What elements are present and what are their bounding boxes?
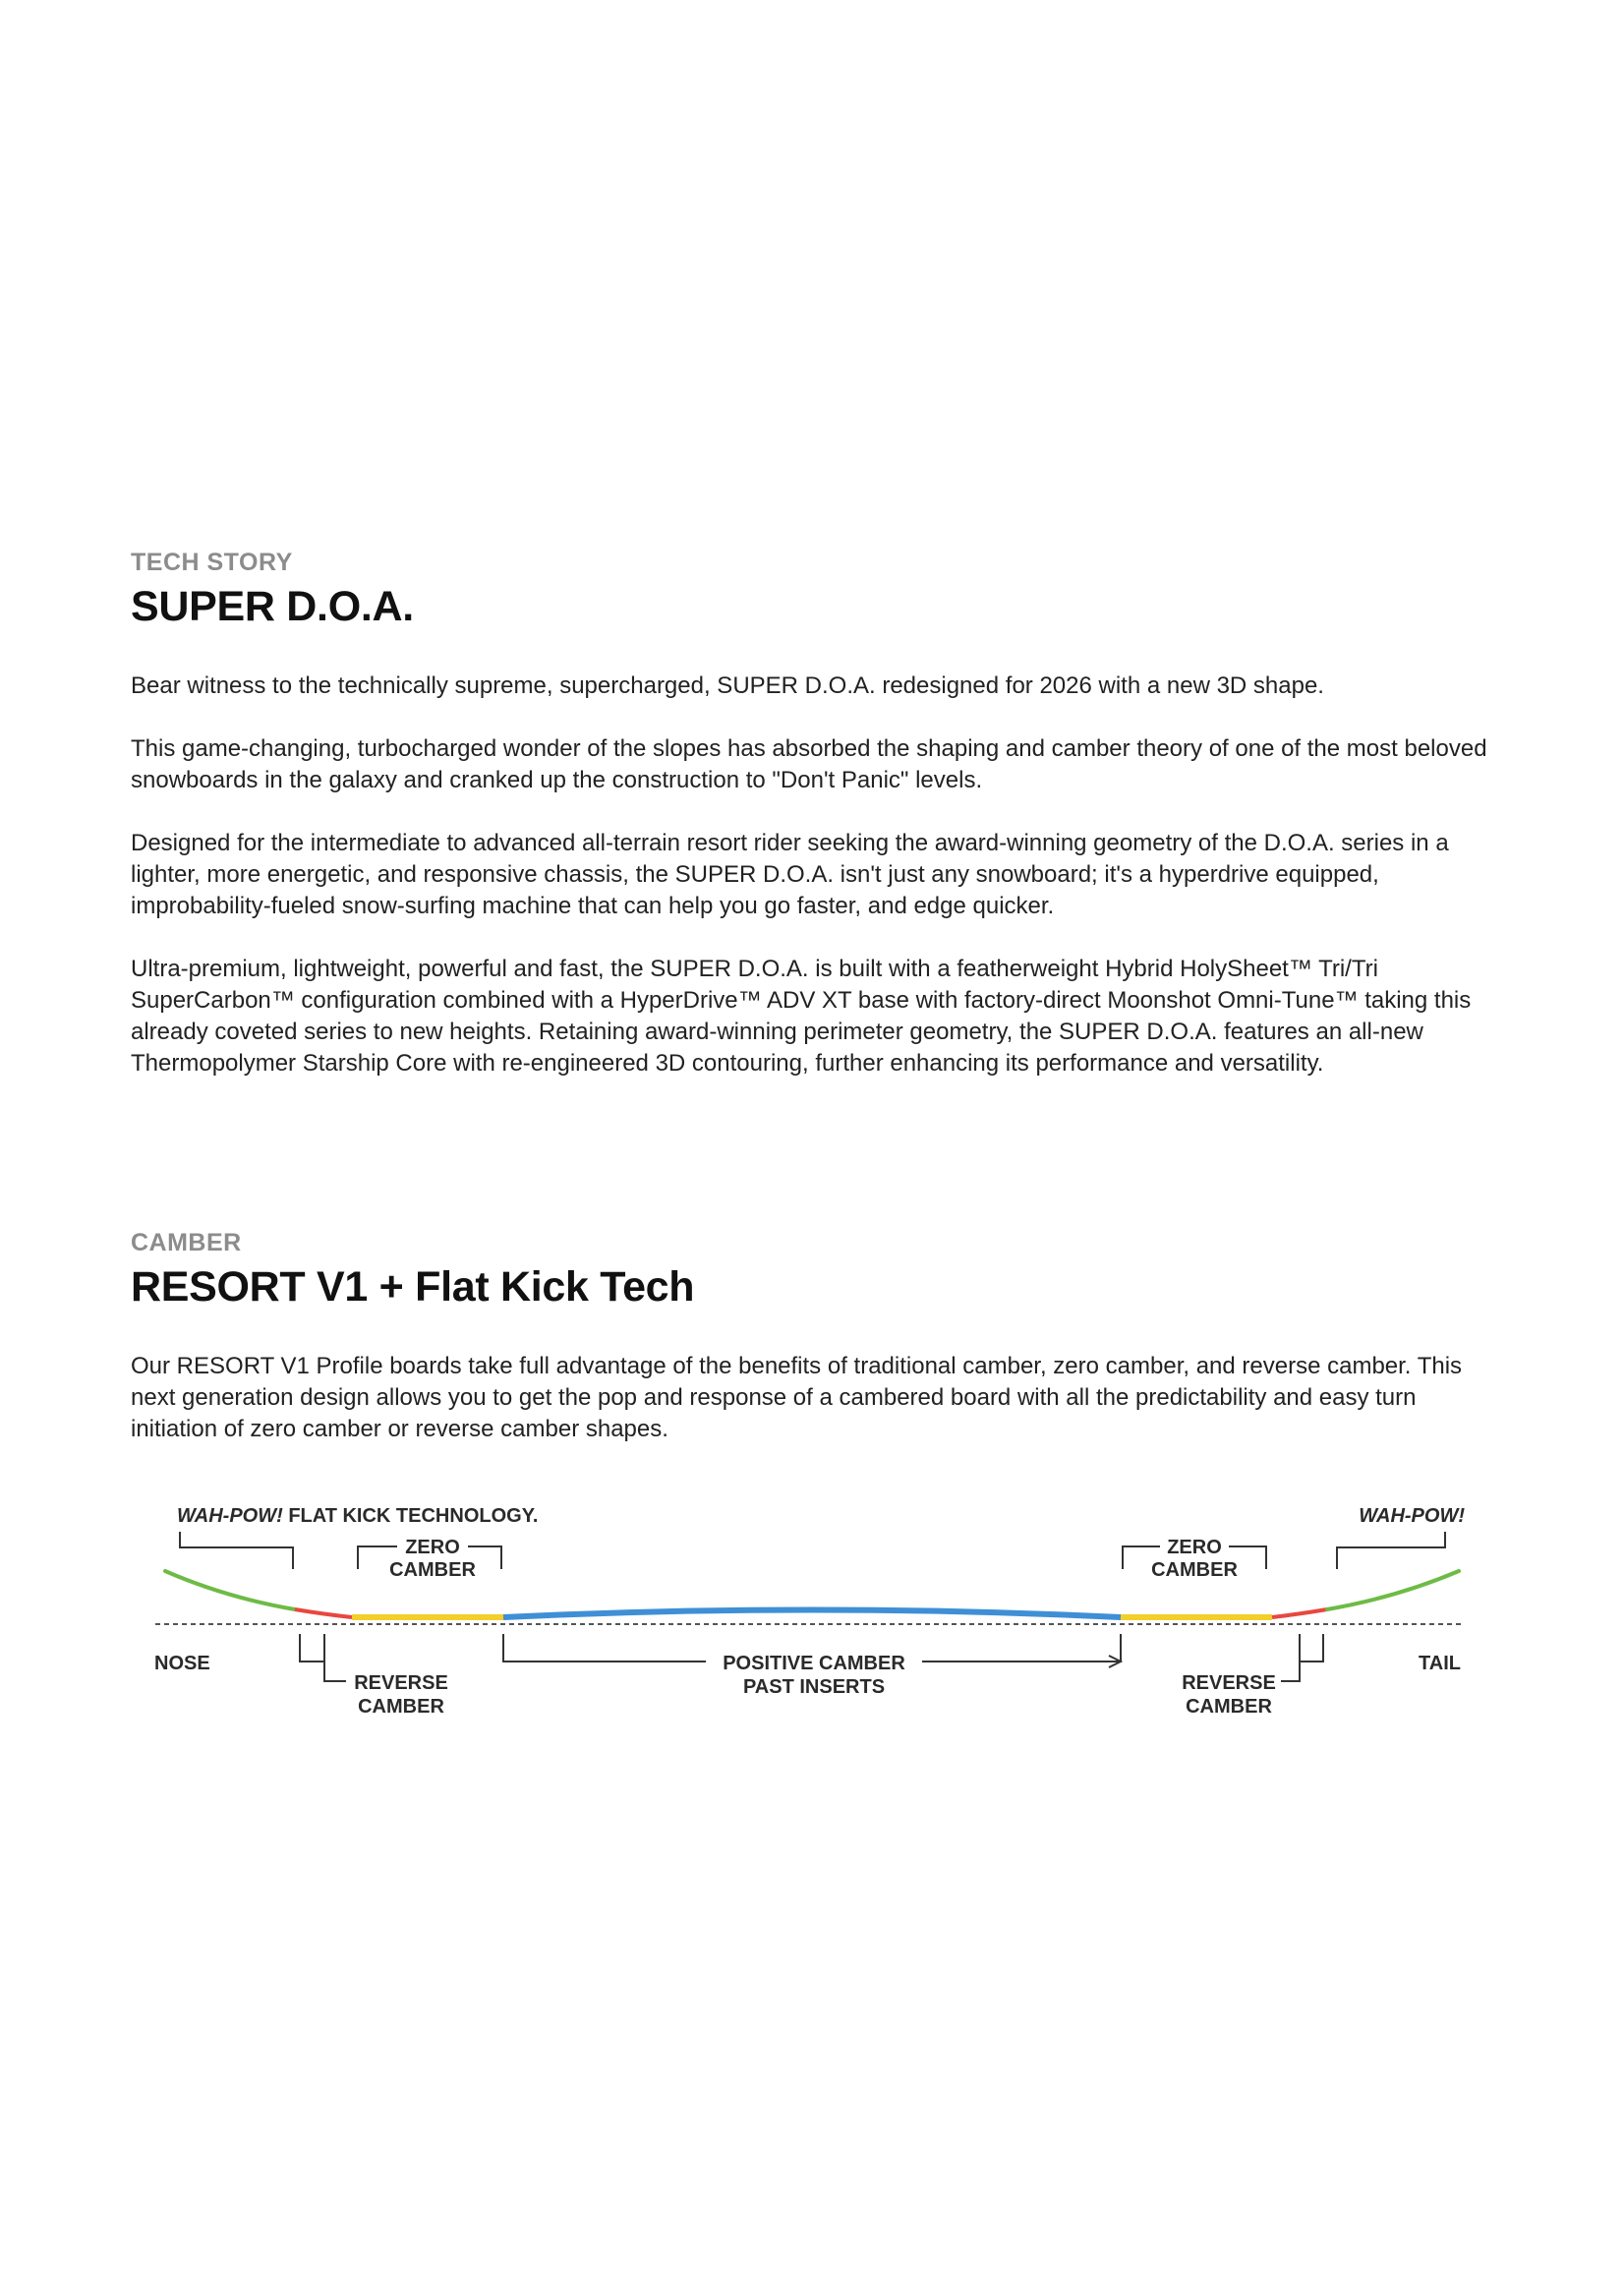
bracket-wah-pow-right	[1337, 1532, 1445, 1569]
zero-camber-right-line2: CAMBER	[1151, 1559, 1238, 1581]
bracket-reverse-camber-right-top	[1300, 1634, 1323, 1662]
profile-red-right	[1272, 1609, 1327, 1617]
reverse-camber-right-line1: REVERSE	[1182, 1672, 1276, 1694]
positive-camber-line2: PAST INSERTS	[742, 1676, 886, 1698]
bracket-reverse-camber-left-leader	[324, 1662, 346, 1681]
tech-story-paragraph: Ultra-premium, lightweight, powerful and fast, the SUPER D.O.A. is built with a featherweight Hybrid HolySheet™ Tri/Tri SuperCarbon™ configuration combined with a HyperDrive™ ADV XT base with factory-direct Moonshot Omni-Tune™ taking this already coveted series to new heights. Retaining award-winning perimeter geometry, the SUPER D.O.A. features an all-new Thermopolymer Starship Core with re-engineered 3D contouring, further enhancing its performance and versatility.	[131, 956, 1472, 1078]
camber-title: RESORT V1 + Flat Kick Tech	[131, 1263, 695, 1311]
tech-story-eyebrow: TECH STORY	[131, 549, 293, 576]
profile-green-right	[1327, 1571, 1459, 1609]
bracket-reverse-camber-left-top	[300, 1634, 324, 1662]
camber-section	[131, 1231, 1487, 1445]
tech-story-title: SUPER D.O.A.	[131, 583, 414, 630]
camber-paragraph: Our RESORT V1 Profile boards take full advantage of the benefits of traditional camber, zero camber, and reverse camber. This next generation design allows you to get the pop and response of a cambered board with all the predictability and easy turn initiation of zero camber or reverse camber shapes.	[131, 1353, 1463, 1443]
bracket-flat-kick-left	[180, 1532, 293, 1569]
tech-story-paragraph: Designed for the intermediate to advanced all-terrain resort rider seeking the award-winning geometry of the D.O.A. series in a lighter, more energetic, and responsive chassis, the SUPER D.O.A. isn't just any snowboard; it's a hyperdrive equipped, improbability-fueled snow-surfing machine that can help you go faster, and edge quicker.	[131, 830, 1449, 920]
tail-label: TAIL	[1419, 1653, 1461, 1674]
zero-camber-left-line2: CAMBER	[389, 1559, 476, 1581]
zero-camber-left-line1: ZERO	[405, 1537, 460, 1558]
reverse-camber-left-line2: CAMBER	[358, 1696, 444, 1718]
positive-camber-line1: POSITIVE CAMBER	[723, 1653, 905, 1674]
bracket-positive-camber-right	[922, 1634, 1121, 1662]
camber-eyebrow: CAMBER	[131, 1229, 242, 1256]
diagram-label-wah-pow-right: WAH-POW!	[1359, 1505, 1465, 1527]
tech-story-paragraph: Bear witness to the technically supreme, supercharged, SUPER D.O.A. redesigned for 2026 with a new 3D shape.	[131, 672, 1324, 700]
diagram-label-top-left: WAH-POW! FLAT KICK TECHNOLOGY.	[177, 1505, 539, 1527]
profile-green-left	[165, 1571, 295, 1609]
bracket-reverse-camber-right-leader	[1281, 1662, 1300, 1681]
reverse-camber-left-line1: REVERSE	[354, 1672, 448, 1694]
profile-red-left	[295, 1609, 352, 1617]
reverse-camber-right-line2: CAMBER	[1186, 1696, 1272, 1718]
camber-profile-diagram	[0, 1475, 1624, 1730]
zero-camber-right-line1: ZERO	[1167, 1537, 1222, 1558]
profile-blue-center	[503, 1610, 1121, 1618]
nose-label: NOSE	[154, 1653, 210, 1674]
tech-story-section	[131, 551, 1487, 1079]
tech-story-body	[131, 671, 1487, 1079]
camber-profile-svg	[0, 1475, 1624, 1730]
camber-body	[131, 1351, 1487, 1445]
tech-story-paragraph: This game-changing, turbocharged wonder of the slopes has absorbed the shaping and camber theory of one of the most beloved snowboards in the galaxy and cranked up the construction to "Don't Panic" levels.	[131, 735, 1487, 794]
bracket-positive-camber-left	[503, 1634, 706, 1662]
